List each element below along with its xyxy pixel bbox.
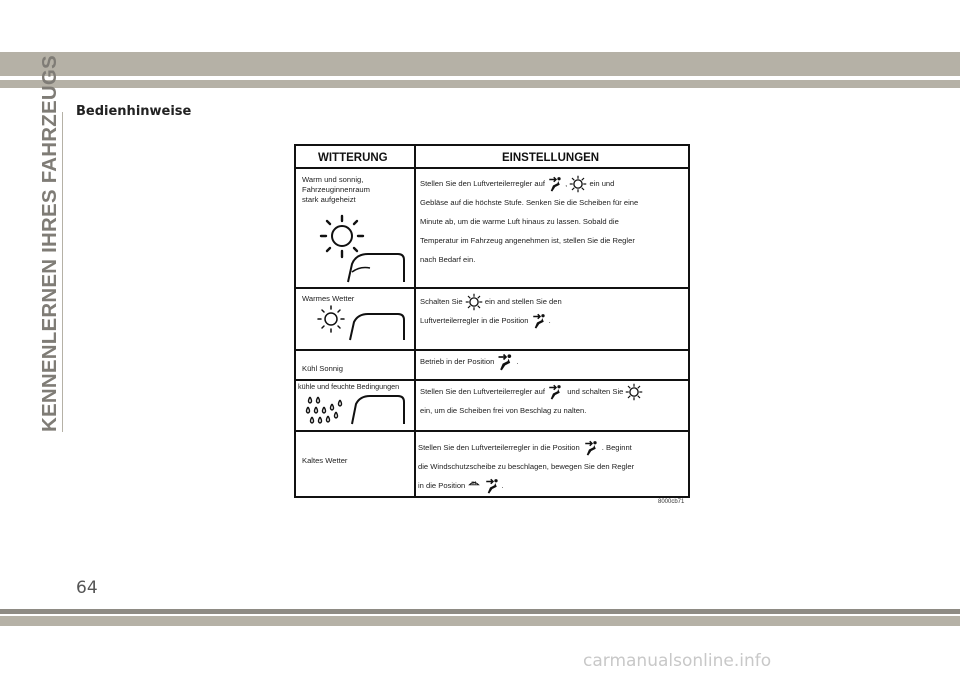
column-divider — [414, 146, 416, 496]
sun-icon — [316, 304, 346, 334]
section-heading: Bedienhinweise — [76, 104, 192, 119]
ac-snowflake-icon — [569, 175, 587, 193]
watermark: carmanualsonline.info — [583, 651, 772, 671]
row-divider — [296, 349, 688, 351]
column-header-settings: EINSTELLUNGEN — [502, 152, 600, 164]
row-divider — [296, 379, 688, 381]
weather-cool-humid: kühle und feuchte Bedingungen — [298, 382, 400, 391]
column-header-weather: WITTERUNG — [318, 152, 388, 164]
row-divider — [296, 430, 688, 432]
footer-band-thin — [0, 609, 960, 614]
settings-warm: Schalten Sie ein and stellen Sie den Luftverteilerregler in die Position . — [420, 292, 688, 330]
rain-drops-icon — [304, 394, 344, 428]
side-rule — [62, 112, 63, 432]
settings-warm-sunny: Stellen Sie den Luftverteilerregler auf , ein und Gebläse auf die höchste Stufe. Senken Sie die Scheiben für eine Minute ab, um die warme Luft hinaus zu lassen. Sobald die Temperatur im Fahrzeug angenehmen ist, stellen Sie die Regler nach Bedarf ein. — [420, 174, 688, 269]
windshield-icon — [344, 250, 408, 284]
settings-cool-humid: Stellen Sie den Luftverteilerregler auf und schalten Sie ein, um die Scheiben frei von Beschlag zu nalten. — [420, 382, 688, 420]
vent-mode-icon — [547, 383, 565, 401]
vent-mode-icon — [484, 477, 502, 495]
weather-cool-sunny: Kühl Sonnig — [302, 364, 343, 373]
ac-snowflake-icon — [465, 293, 483, 311]
vent-mode-icon — [547, 175, 565, 193]
settings-cool-sunny: Betrieb in der Position . — [420, 352, 688, 372]
row-divider — [296, 287, 688, 289]
side-section-title: KENNENLERNEN IHRES FAHRZEUGS — [38, 55, 61, 432]
footer-band — [0, 616, 960, 626]
row-divider — [296, 167, 688, 169]
figure-code: 8000cb71 — [658, 499, 685, 505]
weather-cold: Kaltes Wetter — [302, 456, 348, 465]
windshield-icon — [348, 392, 408, 426]
vent-mode-icon — [582, 439, 602, 457]
weather-warm: Warmes Wetter — [302, 294, 355, 303]
settings-cold: Stellen Sie den Luftverteilerregler in die Position . Beginnt die Windschutzscheibe zu beschlagen, bewegen Sie den Regler in die Position . — [418, 438, 688, 495]
vent-mode-icon — [496, 352, 516, 372]
header-band — [0, 52, 960, 76]
windshield-icon — [346, 310, 408, 342]
ac-snowflake-icon — [625, 383, 643, 401]
climate-settings-table — [294, 144, 690, 498]
vent-mode-icon — [531, 312, 549, 330]
defrost-icon — [467, 479, 481, 493]
page-number: 64 — [76, 578, 98, 598]
header-band-thin — [0, 80, 960, 88]
weather-warm-sunny: Warm und sonnig, Fahrzeuginnenraum stark aufgeheizt — [302, 175, 370, 204]
